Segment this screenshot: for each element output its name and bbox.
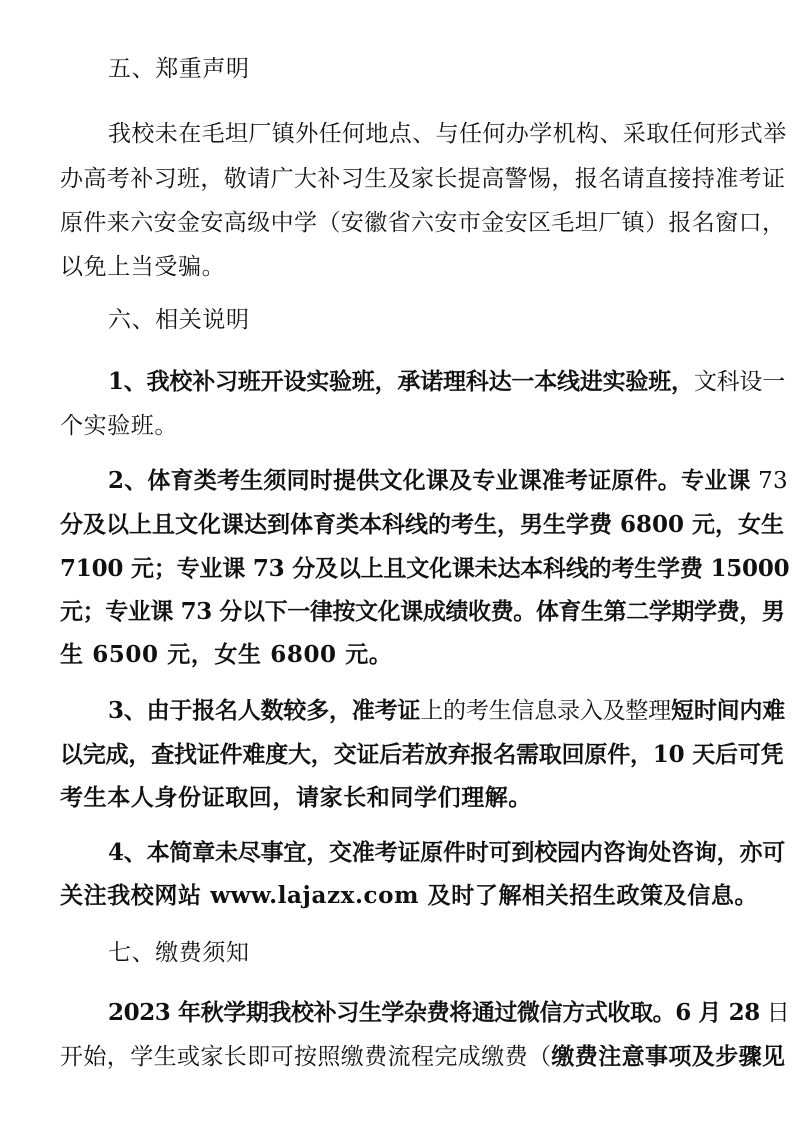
- note-item-3-line: [108, 696, 785, 726]
- normal-text: 日: [759, 1000, 790, 1026]
- paragraph-line: 原件来六安金安高级中学（安徽省六安市金安区毛坦厂镇）报名窗口，: [60, 210, 786, 236]
- payment-line: [60, 1042, 785, 1072]
- section-heading-statement: 五、郑重声明: [108, 56, 250, 82]
- bold-text: 关注我校网站: [60, 882, 211, 909]
- note-item-1-line: [108, 367, 785, 397]
- note-item-1-line: 个实验班。: [60, 413, 178, 439]
- normal-text: 上的考生信息录入及整理: [420, 698, 672, 724]
- note-item-2-line: 生 6500 元，女生 6800 元。: [60, 641, 393, 668]
- bold-text: 3、由于报名人数较多，准考证: [108, 697, 421, 724]
- normal-text: 开始，学生或家长即可按照缴费流程完成缴费（: [60, 1044, 552, 1070]
- note-item-3-line: 考生本人身份证取回，请家长和同学们理解。: [60, 784, 532, 811]
- payment-line: [108, 998, 789, 1028]
- note-item-2-line: 分及以上且文化课达到体育类本科线的考生，男生学费 6800 元，女生: [60, 511, 785, 538]
- note-item-2-line: 7100 元；专业课 73 分及以上且文化课未达本科线的考生学费 15000: [60, 555, 790, 582]
- paragraph-line: 办高考补习班，敬请广大补习生及家长提高警惕，报名请直接持准考证: [60, 166, 786, 192]
- bold-text: 2023 年秋学期我校补习生学杂费将通过微信方式收取。6 月 28: [108, 999, 760, 1026]
- note-item-4-line: [60, 881, 758, 911]
- normal-text: 文科设一: [693, 369, 786, 395]
- bold-text: 短时间内难: [671, 697, 786, 724]
- note-item-4-line: 4、本简章未尽事宜，交准考证原件时可到校园内咨询处咨询，亦可: [108, 839, 786, 866]
- note-item-3-line: 以完成，查找证件难度大，交证后若放弃报名需取回原件，10 天后可凭: [60, 741, 784, 768]
- paragraph-line: 我校未在毛坦厂镇外任何地点、与任何办学机构、采取任何形式举: [108, 121, 787, 147]
- section-heading-notes: 六、相关说明: [108, 307, 250, 333]
- bold-text: 及时了解相关招生政策及信息。: [419, 882, 759, 909]
- section-heading-payment: 七、缴费须知: [108, 940, 250, 966]
- bold-text: 2、体育类考生须同时提供文化课及专业课准考证原件。专业课: [108, 467, 751, 494]
- normal-text: 73: [750, 468, 788, 494]
- paragraph-line: 以免上当受骗。: [60, 254, 226, 280]
- bold-text: 1、我校补习班开设实验班，承诺理科达一本线进实验班，: [108, 368, 694, 395]
- note-item-2-line: 元；专业课 73 分以下一律按文化课成绩收费。体育生第二学期学费，男: [60, 598, 785, 625]
- website-url: www.lajazx.com: [210, 882, 420, 909]
- note-item-2-line: [108, 466, 788, 496]
- bold-text: 缴费注意事项及步骤见: [551, 1043, 786, 1070]
